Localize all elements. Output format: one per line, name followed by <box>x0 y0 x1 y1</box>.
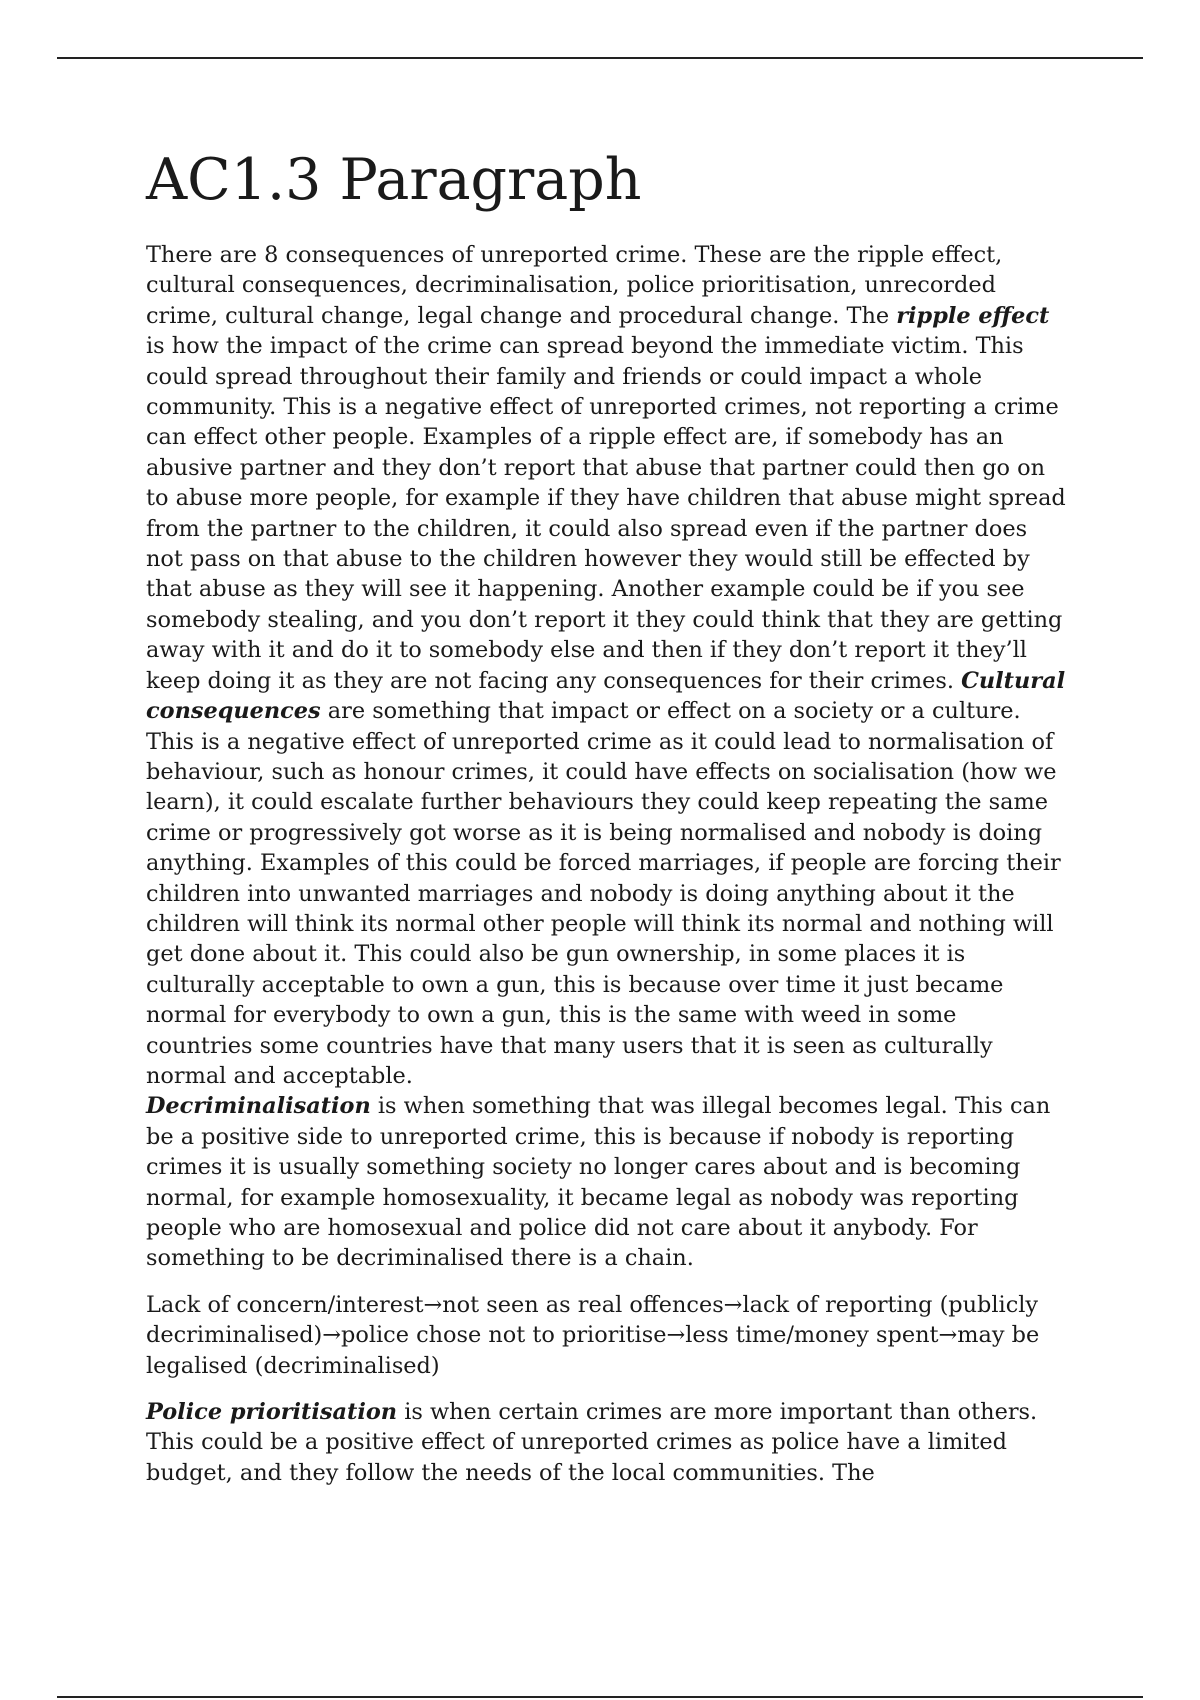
cultural-consequences-text: are something that impact or effect on a society or a culture. This is a negative effect of unreported crime as it could lead to normalisation of behaviour, such as honour crimes, it could have effects on socialisation (how we learn), it could escalate further behaviours they could keep repeating the same crime or progressively got worse as it is being normalised and nobody is doing anything. Examples of this could be forced marriages, if people are forcing their children into unwanted marriages and nobody is doing anything about it the children will think its normal other people will think its normal and nothing will get done about it. This could also be gun ownership, in some places it is culturally acceptable to own a gun, this is because over time it just became normal for everybody to own a gun, this is the same with weed in some countries some countries have that many users that it is seen as culturally normal and acceptable. <box>146 698 1061 1089</box>
header-rule <box>57 57 1143 59</box>
paragraph-decriminalisation-chain: Lack of concern/interest→not seen as real offences→lack of reporting (publicly decriminalised)→police chose not to prioritise→less time/money spent→may be legalised (decriminalised) <box>146 1291 1040 1379</box>
term-cultural-consequences: Cultural consequences <box>146 667 1066 725</box>
paragraph-consequences <box>146 240 1066 1274</box>
ripple-effect-text: is how the impact of the crime can spread beyond the immediate victim. This could spread throughout their family and friends or could impact a whole community. This is a negative effect of unreported crimes, not reporting a crime can effect other people. Examples of a ripple effect are, if somebody has an abusive partner and they don’t report that abuse that partner could then go on to abuse more people, for example if they have children that abuse might spread from the partner to the children, it could also spread even if the partner does not pass on that abuse to the children however they would still be effected by that abuse as they will see it happening. Another example could be if you see somebody stealing, and you don’t report it they could think that they are getting away with it and do it to somebody else and then if they don’t report it they’ll keep doing it as they are not facing any consequences for their crimes. <box>146 333 1066 694</box>
term-decriminalisation: Decriminalisation <box>146 1093 371 1120</box>
term-ripple-effect: ripple effect <box>896 302 1050 329</box>
term-police-prioritisation: Police prioritisation <box>146 1399 398 1426</box>
paragraph-police-prioritisation <box>146 1397 1066 1488</box>
decriminalisation-text: is when something that was illegal becomes legal. This can be a positive side to unreported crime, this is because if nobody is reporting crimes it is usually something society no longer cares about and is becoming normal, for example homosexuality, it became legal as nobody was reporting people who are homosexual and police did not care about it anybody. For something to be decriminalised there is a chain. <box>146 1093 1051 1272</box>
police-prioritisation-text: is when certain crimes are more important than others. This could be a positive effect of unreported crimes as police have a limited budget, and they follow the needs of the local communities. The <box>146 1399 1038 1486</box>
document-body <box>146 140 1066 1488</box>
footer-rule <box>57 1696 1143 1698</box>
document-title: AC1.3 Paragraph <box>146 147 642 213</box>
paragraph-intro-text: There are 8 consequences of unreported crime. These are the ripple effect, cultural consequences, decriminalisation, police prioritisation, unrecorded crime, cultural change, legal change and procedural change. The <box>146 242 1003 329</box>
